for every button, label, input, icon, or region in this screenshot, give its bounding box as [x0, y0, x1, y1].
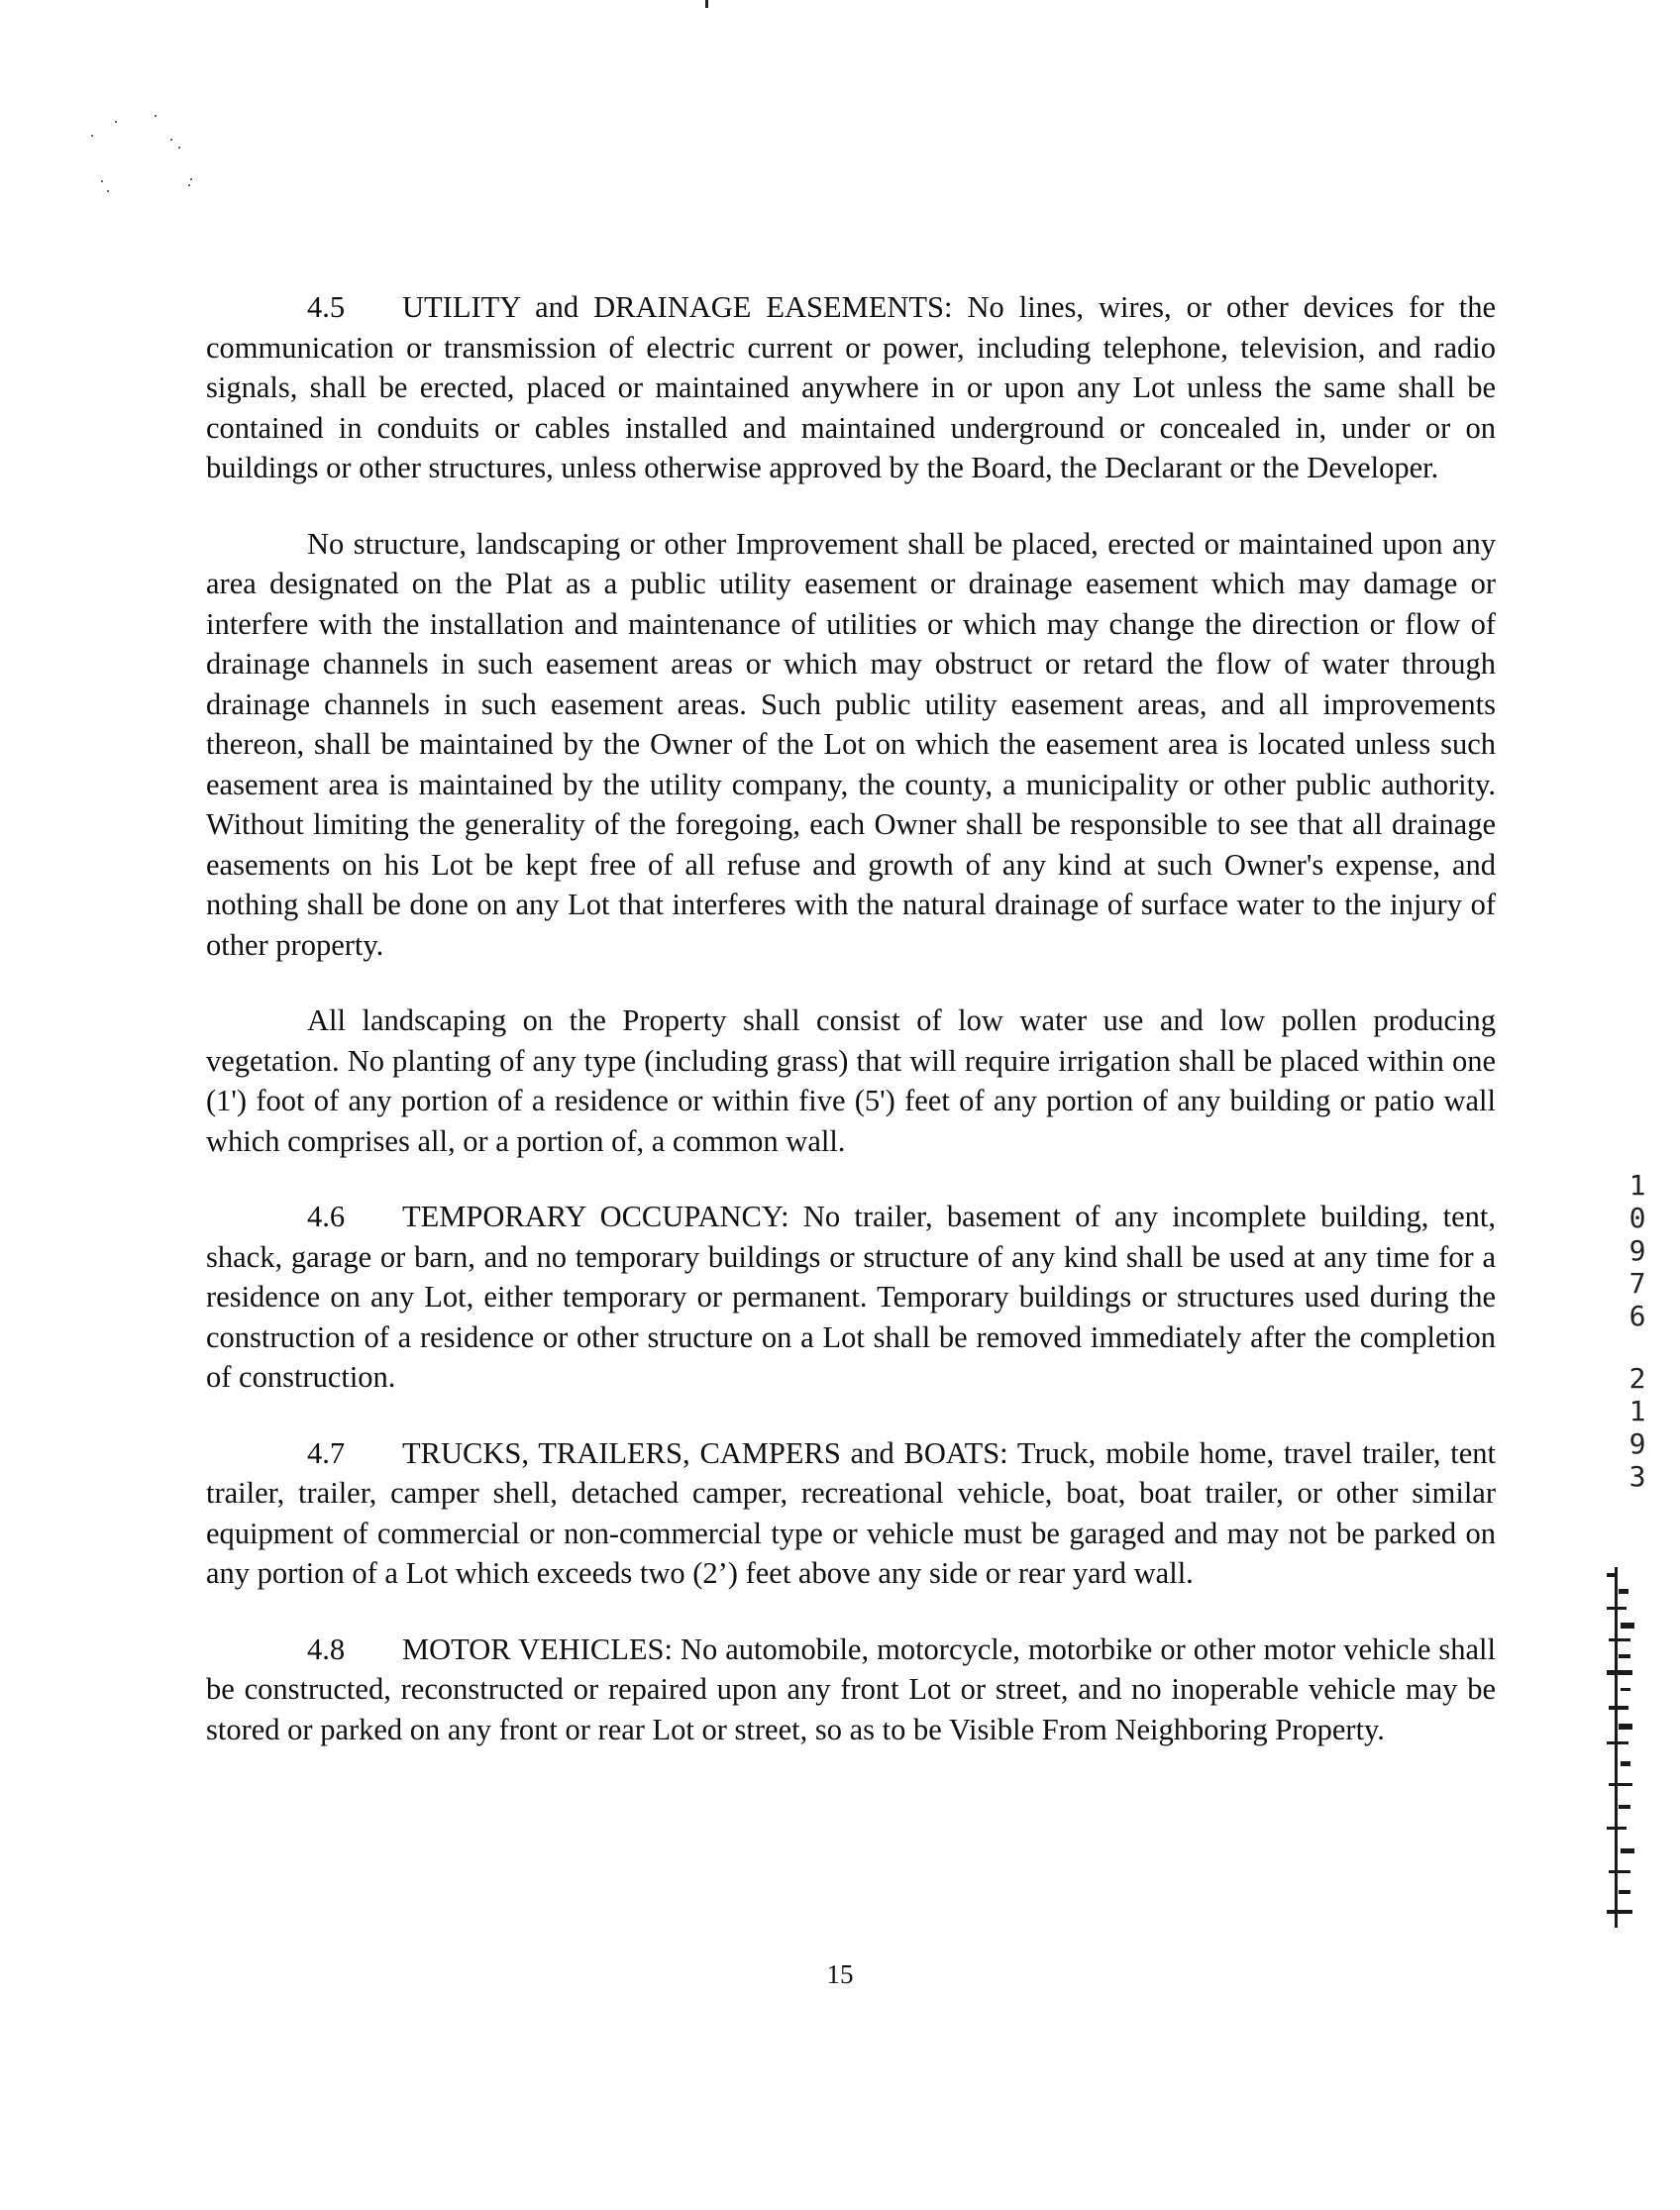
section-4-5: [206, 287, 1496, 488]
page-number: 15: [826, 1959, 854, 1989]
recording-digit: 1: [1628, 1169, 1646, 1202]
paragraph-text: All landscaping on the Property shall consist of low water use and low pollen producing vegetation. No planting of any type (including grass) that will require irrigation shall be placed within one (1') foot of any portion of a residence or within five (5') feet of any portion of any building or patio wall which comprises all, or a portion of, a common wall.: [206, 1003, 1496, 1158]
section-text: UTILITY and DRAINAGE EASEMENTS: No lines, wires, or other devices for the communication or transmission of electric current or power, including telephone, television, and radio signals, shall be erected, placed or maintained anywhere in or upon any Lot unless the same shall be contained in conduits or cables installed and maintained underground or concealed in, under or on buildings or other structures, unless otherwise approved by the Board, the Declarant or the Developer.: [206, 290, 1496, 484]
section-number: 4.6: [307, 1200, 346, 1233]
paragraph-easement-structures: [206, 524, 1496, 966]
scan-mark: [705, 0, 708, 8]
recording-digit: 1: [1628, 1395, 1646, 1427]
recording-digit: 0: [1628, 1202, 1646, 1234]
recording-digit: 6: [1628, 1300, 1646, 1332]
section-4-7: [206, 1433, 1496, 1594]
section-text: TEMPORARY OCCUPANCY: No trailer, basement of any incomplete building, tent, shack, garage or barn, and no temporary buildings or structure of any kind shall be used at any time for a residence on any Lot, either temporary or permanent. Temporary buildings or structures used during the construction of a residence or other structure on a Lot shall be removed immediately after the completion of construction.: [206, 1200, 1496, 1394]
recording-gap: [1623, 1332, 1652, 1362]
scan-specks: [79, 109, 238, 208]
recording-barcode: [1603, 1567, 1654, 1928]
paragraph-text: No structure, landscaping or other Improvement shall be placed, erected or maintained upon any area designated on the Plat as a public utility easement or drainage easement which may damage or interfere with the installation and maintenance of utilities or which may change the direction or flow of drainage channels in such easement areas or which may obstruct or retard the flow of water through drainage channels in such easement areas. Such public utility easement areas, and all improvements thereon, shall be maintained by the Owner of the Lot on which the easement area is located unless such easement area is maintained by the utility company, the county, a municipality or other public authority. Without limiting the generality of the foregoing, each Owner shall be responsible to see that all drainage easements on his Lot be kept free of all refuse and growth of any kind at such Owner's expense, and nothing shall be done on any Lot that interferes with the natural drainage of surface water to the injury of other property.: [206, 526, 1496, 962]
recording-number: [1623, 1169, 1652, 1493]
recording-digit: 9: [1628, 1234, 1646, 1267]
section-number: 4.5: [307, 290, 346, 324]
section-text: MOTOR VEHICLES: No automobile, motorcycle, motorbike or other motor vehicle shall be constructed, reconstructed or repaired upon any front Lot or street, and no inoperable vehicle may be stored or parked on any front or rear Lot or street, so as to be Visible From Neighboring Property.: [206, 1631, 1496, 1746]
recording-digit: 9: [1628, 1427, 1646, 1460]
paragraph-landscaping: [206, 1000, 1496, 1161]
section-number: 4.8: [307, 1631, 346, 1666]
document-body: [206, 287, 1496, 1785]
section-4-6: [206, 1197, 1496, 1398]
section-text: TRUCKS, TRAILERS, CAMPERS and BOATS: Truck, mobile home, travel trailer, tent trailer, trailer, camper shell, detached camper, recreational vehicle, boat, boat trailer, or other similar equipment of commercial or non-commercial type or vehicle must be garaged and may not be parked on any portion of a Lot which exceeds two (2’) feet above any side or rear yard wall.: [206, 1435, 1496, 1590]
recording-digit: 3: [1628, 1460, 1646, 1493]
section-number: 4.7: [307, 1435, 346, 1470]
recording-digit: 7: [1628, 1267, 1646, 1300]
recording-digit: 2: [1628, 1362, 1646, 1395]
section-4-8: [206, 1630, 1496, 1750]
